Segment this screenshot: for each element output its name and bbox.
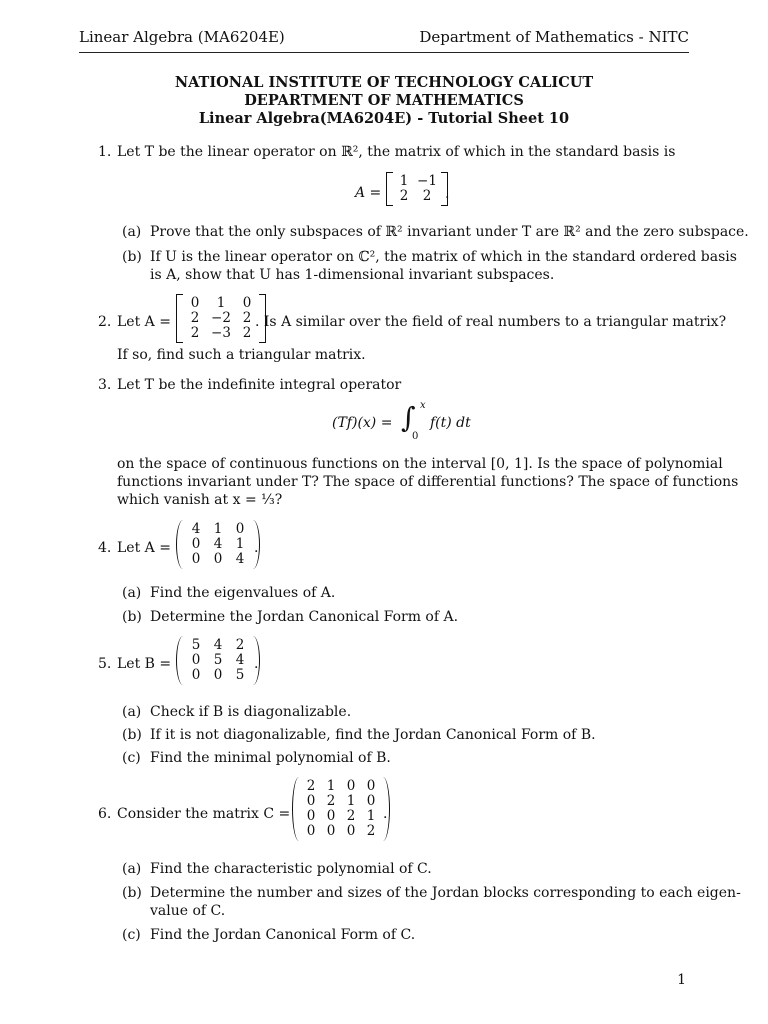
- tutorial-page: Linear Algebra (MA6204E) Department of Mathematics - NITC NATIONAL INSTITUTE OF TECHNOLOGY CALICUT DEPARTMENT OF MATHEMATICS Linear Algebra(MA6204E) - Tutorial Sheet 10 1. Let T be the linear operator on ℝ², the matrix of which in the standard basis is A = 1 −1 2 2 . (a) Prove that the only subspaces of ℝ² invariant under T are ℝ² and the zero subspace. (b) If U is the linear operator on ℂ², the matrix of which in the standard ordered basis is A, show that U has 1-dimensional invariant subspaces. 2. Let A = 0 1 0 2 −2 2 2 −3 2 . Is A similar over the field of real numbers to a triangular matrix? If so, find such a triangular matrix. 3. Let T be the indefinite integral operator (Tf)(x) = ∫ x 0 f(t) dt on the space of continuous functions on the interval [0, 1]. Is the space of polynomial functions invariant under T? The space of differential functions? The space of functions which vanish at x = ⅓? 4. Let A = 4 1 0 0 4 1 0 0 4 . (a) Find the eigenvalues of A. (b) Determine the Jordan Canonical Form of A. 5. Let B = 5 4 2 0 5 4 0 0 5 . (a) Check if B is diagonalizable. (b) If it is not diagonalizable, find the Jordan Canonical Form of B. (c) Find the minimal polynomial of B. 6. Consider the matrix C = 2 1 0 0 0 2 1 0 0 0 2 1 0 0 0 2 . (a) Find the characteristic polynomial of C. (b) Determine the number and sizes of the Jordan blocks corresponding to each eigen- value of C. (c) Find the Jordan Canonical Form of C. 1: [0, 0, 768, 1024]
- matrix-entry: 0: [326, 808, 336, 824]
- matrix-entry: 0: [191, 667, 201, 683]
- q6b-label: (b): [122, 885, 142, 901]
- department-title: DEPARTMENT OF MATHEMATICS: [244, 92, 524, 109]
- matrix-entry: 4: [213, 536, 223, 552]
- matrix-entry: 5: [235, 667, 245, 683]
- q5-matrix: [176, 636, 260, 685]
- q5c-label: (c): [122, 750, 141, 766]
- q4b-label: (b): [122, 609, 142, 625]
- matrix-entry: 0: [366, 793, 376, 809]
- matrix-entry: 2: [422, 188, 432, 204]
- matrix-entry: 1: [366, 808, 376, 824]
- sheet-title: Linear Algebra(MA6204E) - Tutorial Sheet 10: [198, 110, 570, 127]
- matrix-entry: −2: [211, 310, 231, 326]
- q6c-label: (c): [122, 927, 141, 943]
- integrand: f(t) dt: [430, 415, 471, 431]
- header-rule: [79, 52, 689, 53]
- matrix-entry: 1: [326, 778, 336, 794]
- matrix-entry: 0: [235, 521, 245, 537]
- running-header: [79, 28, 689, 46]
- integral-lower-limit: 0: [412, 431, 419, 442]
- matrix-entry: 4: [213, 637, 223, 653]
- matrix-entry: −3: [211, 325, 231, 341]
- matrix-entry: 0: [213, 551, 223, 567]
- header-course: Linear Algebra (MA6204E): [79, 28, 285, 46]
- matrix-entry: 5: [213, 652, 223, 668]
- matrix-entry: 1: [399, 173, 409, 189]
- q1-eq-label: A =: [355, 185, 382, 201]
- matrix-entry: 0: [191, 551, 201, 567]
- q6a-text: Find the characteristic polynomial of C.: [150, 861, 432, 877]
- q1b-line1: If U is the linear operator on ℂ², the matrix of which in the standard ordered basis: [150, 249, 737, 265]
- matrix-entry: 1: [346, 793, 356, 809]
- q2-number: 2.: [98, 314, 112, 330]
- q1b-label: (b): [122, 249, 142, 265]
- q4-lead: Let A =: [117, 540, 171, 556]
- institute-title: NATIONAL INSTITUTE OF TECHNOLOGY CALICUT: [174, 74, 594, 91]
- matrix-entry: 2: [306, 778, 316, 794]
- q5a-label: (a): [122, 704, 142, 720]
- q6-matrix: [292, 777, 390, 841]
- matrix-entry: 2: [190, 310, 200, 326]
- matrix-entry: 2: [242, 310, 252, 326]
- q1a-text: Prove that the only subspaces of ℝ² invariant under T are ℝ² and the zero subspace.: [150, 224, 749, 240]
- matrix-grid: [300, 777, 382, 841]
- integral-upper-limit: x: [420, 400, 426, 411]
- q2-line2: If so, find such a triangular matrix.: [117, 347, 366, 363]
- q6-number: 6.: [98, 806, 112, 822]
- q2-matrix: [176, 294, 266, 343]
- q4b-text: Determine the Jordan Canonical Form of A.: [150, 609, 459, 625]
- matrix-entry: 0: [366, 778, 376, 794]
- matrix-entry: 5: [191, 637, 201, 653]
- q5b-text: If it is not diagonalizable, find the Jordan Canonical Form of B.: [150, 727, 596, 743]
- matrix-grid: [393, 172, 441, 206]
- matrix-entry: 0: [346, 823, 356, 839]
- matrix-entry: 2: [399, 188, 409, 204]
- q1-matrix: [386, 172, 448, 206]
- q5b-label: (b): [122, 727, 142, 743]
- q6c-text: Find the Jordan Canonical Form of C.: [150, 927, 416, 943]
- q1-text: Let T be the linear operator on ℝ², the matrix of which in the standard basis is: [117, 144, 676, 160]
- q1b-line2: is A, show that U has 1-dimensional invariant subspaces.: [150, 267, 555, 283]
- q5-number: 5.: [98, 656, 112, 672]
- matrix-entry: 0: [306, 793, 316, 809]
- matrix-entry: 2: [190, 325, 200, 341]
- q6a-label: (a): [122, 861, 142, 877]
- q3-text: Let T be the indefinite integral operator: [117, 377, 402, 393]
- matrix-entry: 0: [242, 295, 252, 311]
- q5a-text: Check if B is diagonalizable.: [150, 704, 352, 720]
- q5c-text: Find the minimal polynomial of B.: [150, 750, 391, 766]
- matrix-entry: 0: [306, 808, 316, 824]
- title-block: [0, 74, 768, 128]
- page-number: 1: [677, 972, 686, 988]
- matrix-entry: 0: [191, 652, 201, 668]
- q4-matrix: [176, 520, 260, 569]
- q4-number: 4.: [98, 540, 112, 556]
- matrix-entry: 2: [235, 637, 245, 653]
- q5-lead: Let B =: [117, 656, 172, 672]
- q6b-line2: value of C.: [150, 903, 226, 919]
- matrix-grid: [184, 520, 252, 569]
- matrix-entry: 0: [190, 295, 200, 311]
- q3-eq-lhs: (Tf)(x) =: [332, 415, 393, 431]
- matrix-entry: 1: [216, 295, 226, 311]
- q2-lead: Let A =: [117, 314, 171, 330]
- matrix-entry: 0: [213, 667, 223, 683]
- q6-lead: Consider the matrix C =: [117, 806, 291, 822]
- matrix-entry: 2: [346, 808, 356, 824]
- matrix-entry: 0: [326, 823, 336, 839]
- q2-rest: . Is A similar over the field of real numbers to a triangular matrix?: [255, 314, 727, 330]
- matrix-grid: [184, 636, 252, 685]
- q6b-line1: Determine the number and sizes of the Jordan blocks corresponding to each eigen-: [150, 885, 741, 901]
- matrix-entry: 2: [366, 823, 376, 839]
- matrix-entry: 4: [191, 521, 201, 537]
- matrix-entry: 2: [242, 325, 252, 341]
- matrix-grid: [183, 294, 259, 343]
- matrix-entry: −1: [417, 173, 437, 189]
- matrix-entry: 0: [191, 536, 201, 552]
- matrix-entry: 4: [235, 652, 245, 668]
- matrix-entry: 2: [326, 793, 336, 809]
- q3-number: 3.: [98, 377, 112, 393]
- integral-sign: ∫: [401, 401, 416, 434]
- header-department: Department of Mathematics - NITC: [419, 28, 689, 46]
- q3-para-line2: functions invariant under T? The space of differential functions? The space of functions: [117, 474, 739, 490]
- matrix-entry: 1: [213, 521, 223, 537]
- q3-para-line3: which vanish at x = ⅓?: [117, 492, 283, 508]
- q1-number: 1.: [98, 144, 112, 160]
- q3-para-line1: on the space of continuous functions on the interval [0, 1]. Is the space of polynomial: [117, 456, 723, 472]
- matrix-entry: 4: [235, 551, 245, 567]
- matrix-entry: 0: [346, 778, 356, 794]
- matrix-entry: 0: [306, 823, 316, 839]
- q4a-label: (a): [122, 585, 142, 601]
- q4a-text: Find the eigenvalues of A.: [150, 585, 336, 601]
- matrix-entry: 1: [235, 536, 245, 552]
- q1a-label: (a): [122, 224, 142, 240]
